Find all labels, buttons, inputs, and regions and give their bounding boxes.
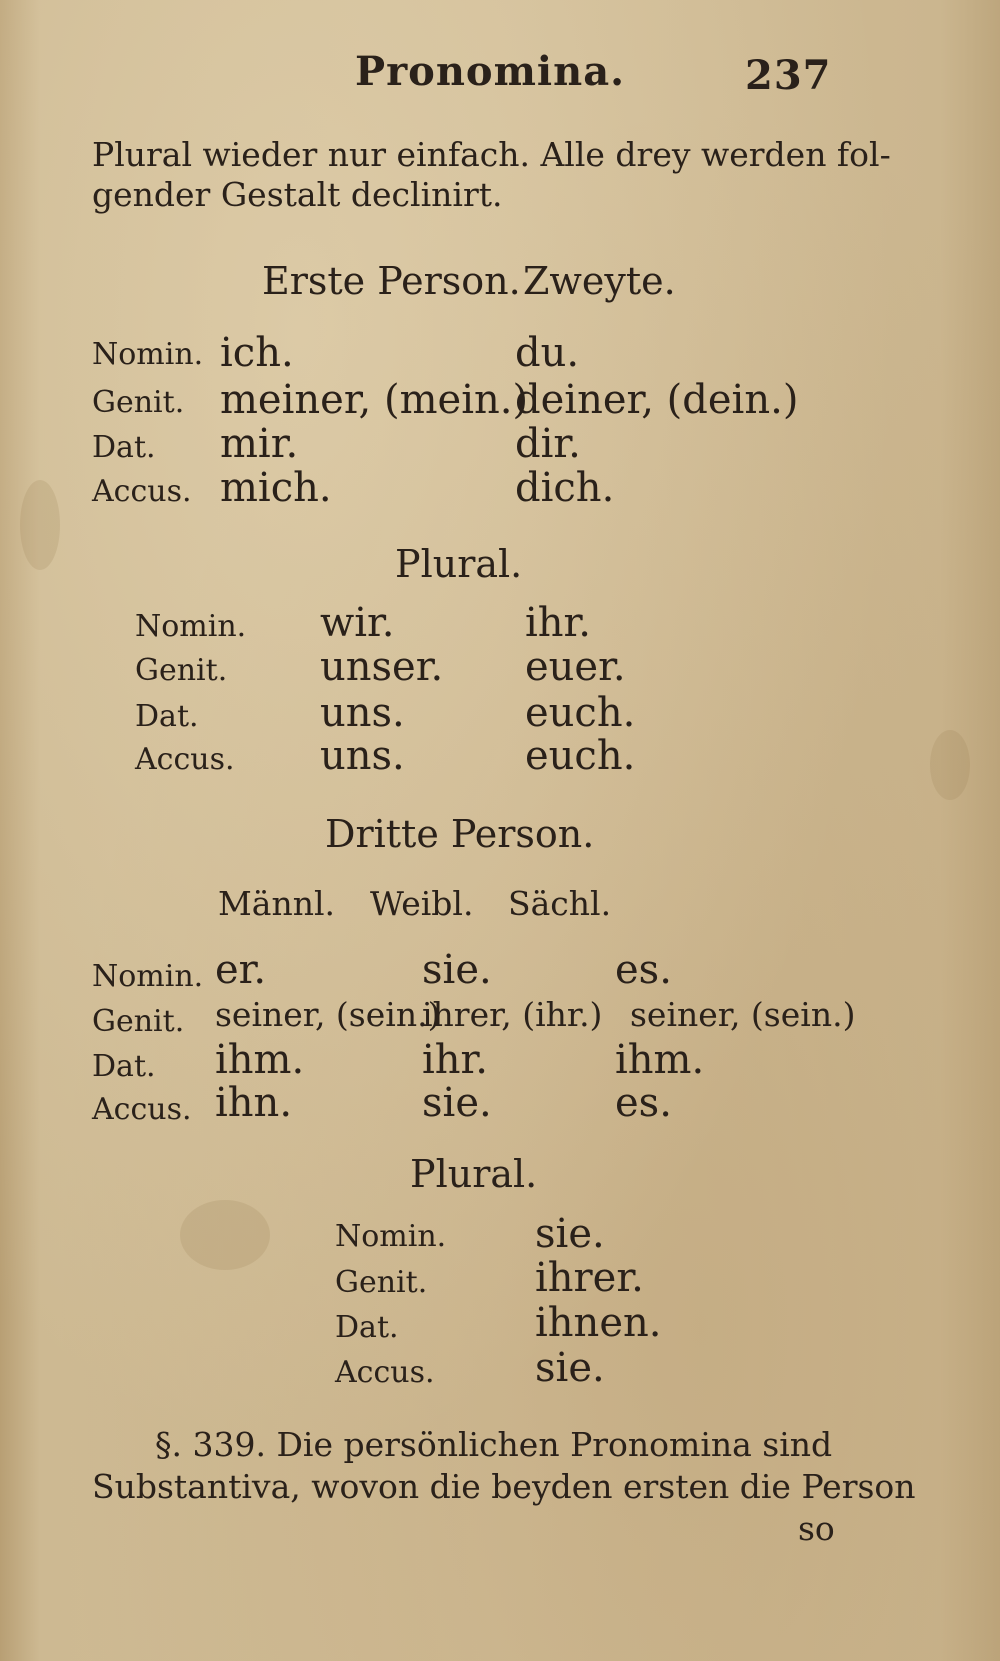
third-person-plural-form: sie. [535,1211,605,1257]
heading-second-person: Zweyte. [523,259,676,303]
case-label: Nomin. [92,959,204,994]
case-label: Genit. [135,653,228,688]
case-label: Nomin. [92,337,204,372]
feminine-form: ihr. [422,1037,488,1083]
case-label: Dat. [92,1049,156,1084]
first-person-form: ich. [220,330,294,376]
running-title: Pronomina. [355,48,626,95]
feminine-form: ihrer, (ihr.) [422,995,603,1034]
case-label: Nomin. [135,609,247,644]
case-label: Genit. [92,1004,185,1039]
masculine-form: er. [215,947,267,993]
third-person-plural-form: ihrer. [535,1255,644,1301]
heading-third-person: Dritte Person. [325,812,595,856]
case-label: Genit. [335,1265,428,1300]
third-person-plural-form: ihnen. [535,1300,662,1346]
case-label: Dat. [92,430,156,465]
case-label: Genit. [92,385,185,420]
second-person-plural-form: euch. [525,733,636,779]
gender-feminine: Weibl. [370,884,474,923]
second-person-form: deiner, (dein.) [515,377,799,423]
masculine-form: ihm. [215,1037,305,1083]
masculine-form: seiner, (sein.) [215,995,441,1034]
first-person-plural-form: uns. [320,733,405,779]
case-label: Nomin. [335,1219,447,1254]
paragraph-339-line-2: Substantiva, wovon die beyden ersten die Person [92,1467,916,1506]
second-person-form: du. [515,330,580,376]
third-person-plural-form: sie. [535,1345,605,1391]
paragraph-339-line-1: §. 339. Die persönlichen Pronomina sind [155,1425,833,1464]
second-person-form: dir. [515,421,581,467]
case-label: Accus. [92,474,192,509]
feminine-form: sie. [422,947,492,993]
paper-stain [930,730,970,800]
first-person-plural-form: uns. [320,690,405,736]
case-label: Dat. [335,1310,399,1345]
paper-stain [180,1200,270,1270]
neuter-form: es. [615,947,672,993]
case-label: Accus. [92,1092,192,1127]
neuter-form: es. [615,1080,672,1126]
case-label: Dat. [135,699,199,734]
second-person-form: dich. [515,465,615,511]
second-person-plural-form: euch. [525,690,636,736]
gender-neuter: Sächl. [508,884,612,923]
gender-masculine: Männl. [218,884,336,923]
paper-stain [20,480,60,570]
neuter-form: seiner, (sein.) [630,995,856,1034]
case-label: Accus. [335,1355,435,1390]
second-person-plural-form: euer. [525,644,626,690]
intro-line-2: gender Gestalt declinirt. [92,175,503,214]
first-person-plural-form: wir. [320,600,395,646]
masculine-form: ihn. [215,1080,293,1126]
plural-heading: Plural. [395,542,523,586]
page-number: 237 [745,52,832,99]
plural-heading-third: Plural. [410,1152,538,1196]
second-person-plural-form: ihr. [525,600,591,646]
feminine-form: sie. [422,1080,492,1126]
first-person-form: mich. [220,465,332,511]
first-person-plural-form: unser. [320,644,444,690]
heading-first-person: Erste Person. [262,259,521,303]
case-label: Accus. [135,742,235,777]
catchword: so [798,1509,835,1548]
first-person-form: meiner, (mein.) [220,377,529,423]
intro-line-1: Plural wieder nur einfach. Alle drey werden fol- [92,135,891,174]
neuter-form: ihm. [615,1037,705,1083]
first-person-form: mir. [220,421,299,467]
